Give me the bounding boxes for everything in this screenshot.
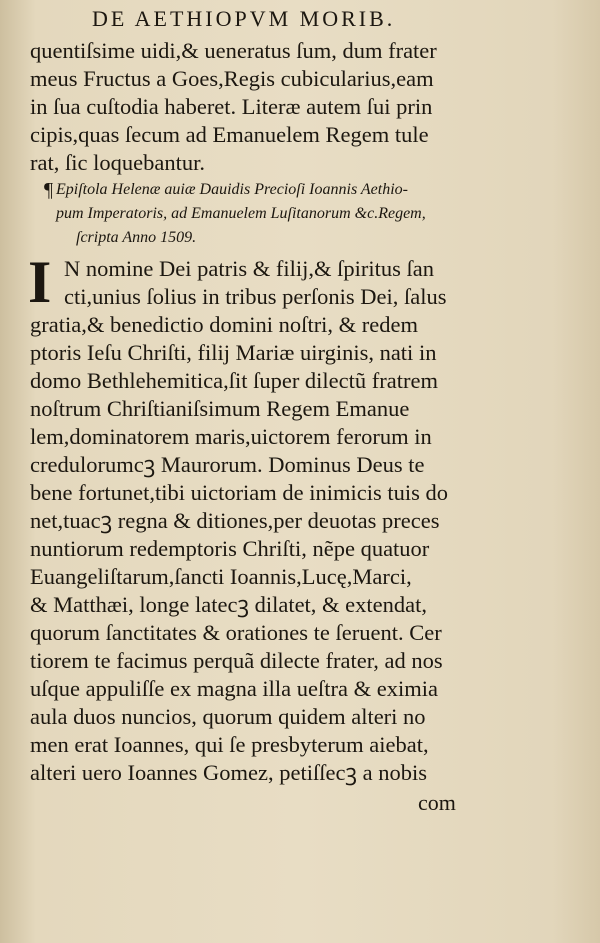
drop-cap: I — [28, 249, 52, 315]
text-line: rat, ſic loquebantur. — [30, 150, 205, 175]
text-line: ptoris Ieſu Chriſti, filij Mariæ uirginis, nati in — [30, 340, 437, 365]
text-line: in ſua cuſtodia haberet. Literæ autem ſui prin — [30, 94, 433, 119]
text-line: N nomine Dei patris & filij,& ſpiritus ſan — [64, 256, 434, 281]
text-line: cti,unius ſolius in tribus perſonis Dei, ſalus — [64, 284, 447, 309]
text-line: uſque appuliſſe ex magna illa ueſtra & eximia — [30, 676, 438, 701]
text-line: Euangeliſtarum,ſancti Ioannis,Lucę,Marci, — [30, 564, 412, 589]
running-head: DE AETHIOPVM MORIB. — [92, 6, 396, 31]
text-line: & Matthæi, longe latecꝫ dilatet, & extendat, — [30, 592, 428, 617]
text-line: aula duos nuncios, quorum quidem alteri no — [30, 704, 426, 729]
text-line: quentiſsime uidi,& ueneratus ſum, dum frater — [30, 38, 437, 63]
text-line: lem,dominatorem maris,uictorem ferorum in — [30, 424, 432, 449]
text-line: quorum ſanctitates & orationes te ſeruent. Cer — [30, 620, 442, 645]
text-line: bene fortunet,tibi uictoriam de inimicis tuis do — [30, 480, 449, 505]
text-line: net,tuacꝫ regna & ditiones,per deuotas preces — [30, 508, 440, 533]
rubric-line: Epiſtola Helenæ auiæ Dauidis Precioſi Ioannis Aethio- — [56, 181, 408, 198]
text-line: noſtrum Chriſtianiſsimum Regem Emanue — [30, 396, 410, 421]
catchword: com — [418, 790, 456, 815]
text-line: men erat Ioannes, qui ſe presbyterum aiebat, — [30, 732, 429, 757]
text-line: gratia,& benedictio domini noſtri, & redem — [30, 312, 419, 337]
text-line: credulorumcꝫ Maurorum. Dominus Deus te — [30, 452, 425, 477]
rubric-line: ſcripta Anno 1509. — [76, 229, 197, 246]
text-line: alteri uero Ioannes Gomez, petiſſecꝫ a nobis — [30, 760, 427, 785]
text-line: domo Bethlehemitica,ſit ſuper dilectũ fratrem — [30, 368, 438, 393]
text-line: nuntiorum redemptoris Chriſti, nẽpe quatuor — [30, 536, 430, 561]
text-line: meus Fructus a Goes,Regis cubicularius,eam — [30, 66, 434, 91]
pilcrow-mark: ¶ — [44, 179, 54, 201]
text-line: tiorem te facimus perquã dilecte frater, ad nos — [30, 648, 443, 673]
text-line: cipis,quas ſecum ad Emanuelem Regem tule — [30, 122, 429, 147]
rubric-line: pum Imperatoris, ad Emanuelem Luſitanorum &c.Regem, — [56, 205, 426, 222]
